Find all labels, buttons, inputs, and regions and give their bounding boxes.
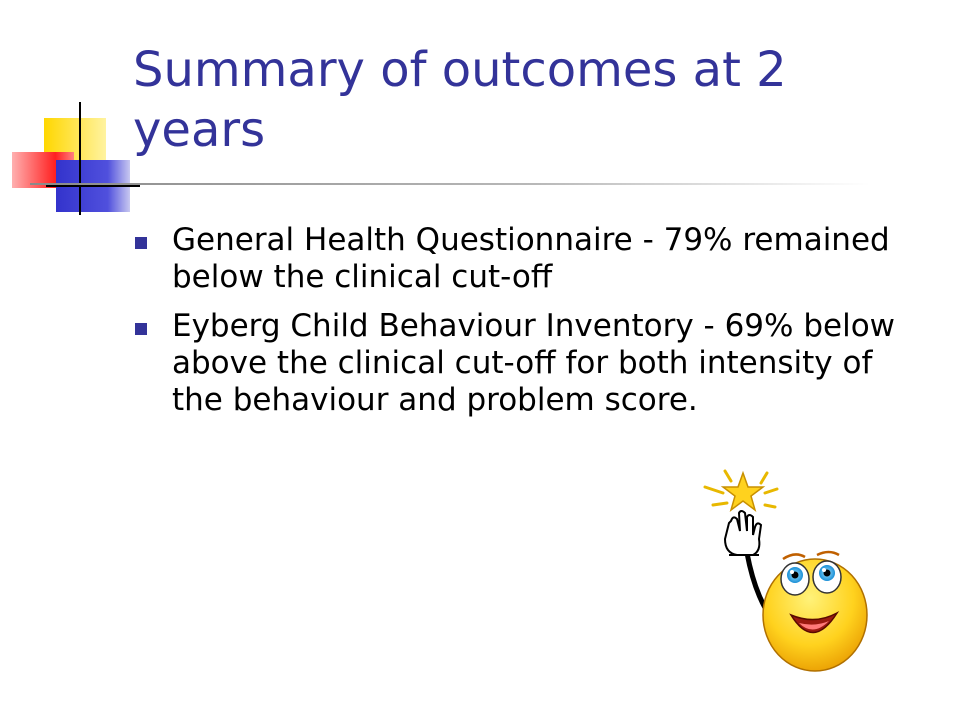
bullet-text: General Health Questionnaire - 79% remained below the clinical cut-off [172,222,890,295]
glove-hand [725,511,761,555]
smiley-waving-star-icon [695,465,875,675]
slide-title: Summary of outcomes at 2 years [133,42,787,158]
bullet-list [133,222,933,431]
bullet-item [133,308,933,419]
title-underline [30,183,870,185]
corner-decoration [0,0,140,230]
bullet-text: Eyberg Child Behaviour Inventory - 69% below above the clinical cut-off for both intensity of the behaviour and problem score. [172,308,896,418]
bullet-item [133,222,933,296]
bullet-square-icon [135,323,147,335]
bullet-square-icon [135,237,147,249]
